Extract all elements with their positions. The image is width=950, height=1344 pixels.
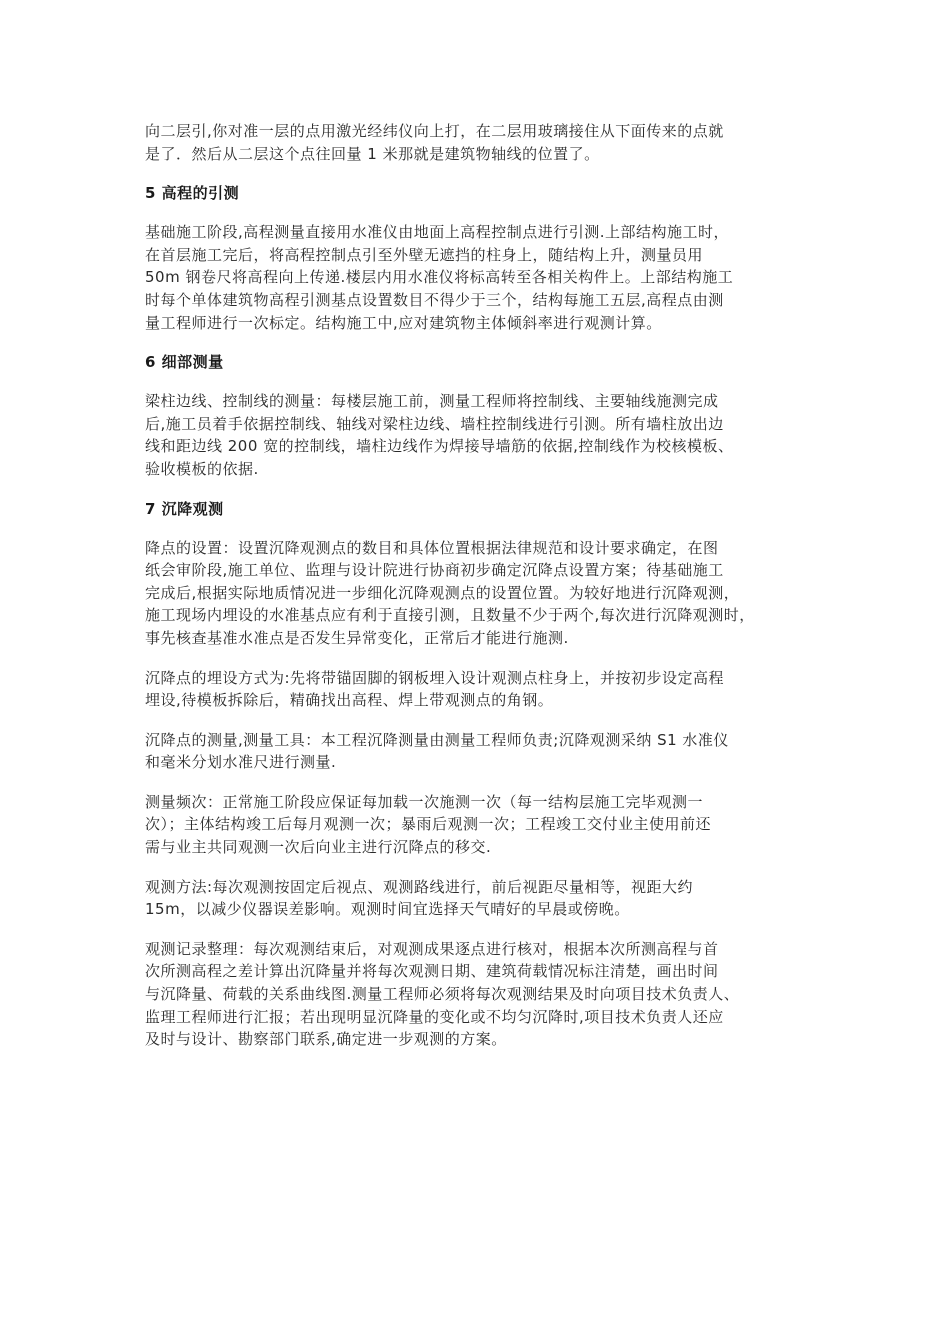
text-line: 与沉降量、荷载的关系曲线图.测量工程师必须将每次观测结果及时向项目技术负责人、 <box>145 985 740 1004</box>
text-line: 需与业主共同观测一次后向业主进行沉降点的移交. <box>145 838 492 857</box>
text-line: 50m 钢卷尺将高程向上传递.楼层内用水准仪将标高转至各相关构件上。上部结构施工 <box>145 268 734 287</box>
text-line: 施工现场内埋设的水准基点应有利于直接引测，且数量不少于两个,每次进行沉降观测时， <box>145 606 755 625</box>
text-line: 次所测高程之差计算出沉降量并将每次观测日期、建筑荷载情况标注清楚，画出时间 <box>145 962 719 981</box>
text-line: 沉降点的测量,测量工具：本工程沉降测量由测量工程师负责;沉降观测采纳 S1 水准仪 <box>145 730 729 749</box>
paragraph-measurement-frequency <box>145 791 810 859</box>
text-line: 降点的设置：设置沉降观测点的数目和具体位置根据法律规范和设计要求确定，在图 <box>145 538 719 557</box>
text-line: 观测记录整理：每次观测结束后，对观测成果逐点进行核对，根据本次所测高程与首 <box>145 939 719 958</box>
section-heading-detail-survey: 6 细部测量 <box>145 353 224 372</box>
text-line: 及时与设计、勘察部门联系,确定进一步观测的方案。 <box>145 1030 507 1049</box>
text-line: 是了．然后从二层这个点往回量 1 米那就是建筑物轴线的位置了。 <box>145 144 600 163</box>
text-line: 验收模板的依据. <box>145 459 259 478</box>
text-line: 次）；主体结构竣工后每月观测一次；暴雨后观测一次；工程竣工交付业主使用前还 <box>145 815 712 834</box>
section-heading-settlement: 7 沉降观测 <box>145 499 224 518</box>
paragraph-observation-method <box>145 876 810 921</box>
text-line: 向二层引,你对准一层的点用激光经纬仪向上打，在二层用玻璃接住从下面传来的点就 <box>145 122 724 140</box>
text-line: 事先核查基准水准点是否发生异常变化，正常后才能进行施测. <box>145 628 569 647</box>
text-line: 15m，以减少仪器误差影响。观测时间宜选择天气晴好的早晨或傍晚。 <box>145 900 630 919</box>
text-line: 时每个单体建筑物高程引测基点设置数目不得少于三个，结构每施工五层,高程点由测 <box>145 290 724 309</box>
text-line: 沉降点的埋设方式为:先将带锚固脚的钢板埋入设计观测点柱身上，并按初步设定高程 <box>145 668 725 687</box>
text-line: 完成后,根据实际地质情况进一步细化沉降观测点的设置位置。为较好地进行沉降观测， <box>145 583 740 602</box>
paragraph-elevation <box>145 221 810 334</box>
paragraph-detail-survey <box>145 390 810 480</box>
text-line: 线和距边线 200 宽的控制线，墙柱边线作为焊接导墙筋的依据,控制线作为校核模板、 <box>145 437 734 456</box>
text-line: 观测方法:每次观测按固定后视点、观测路线进行，前后视距尽量相等，视距大约 <box>145 877 694 896</box>
section-heading-elevation: 5 高程的引测 <box>145 184 240 203</box>
paragraph-measurement-tools <box>145 729 810 774</box>
text-line: 量工程师进行一次标定。结构施工中,应对建筑物主体倾斜率进行观测计算。 <box>145 313 662 332</box>
text-line: 在首层施工完后，将高程控制点引至外壁无遮挡的柱身上，随结构上升，测量员用 <box>145 245 704 264</box>
text-line: 梁柱边线、控制线的测量：每楼层施工前，测量工程师将控制线、主要轴线施测完成 <box>145 392 719 411</box>
text-line: 测量频次：正常施工阶段应保证每加载一次施测一次（每一结构层施工完毕观测一 <box>145 792 704 811</box>
paragraph-record-processing <box>145 938 810 1051</box>
paragraph-embedding-method <box>145 667 810 712</box>
text-line: 基础施工阶段,高程测量直接用水准仪由地面上高程控制点进行引测.上部结构施工时， <box>145 223 730 242</box>
document-body <box>145 120 810 1051</box>
text-line: 和毫米分划水准尺进行测量. <box>145 753 337 772</box>
text-line: 埋设,待模板拆除后，精确找出高程、焊上带观测点的角钢。 <box>145 691 554 710</box>
text-line: 后,施工员着手依据控制线、轴线对梁柱边线、墙柱控制线进行引测。所有墙柱放出边 <box>145 414 724 433</box>
text-line: 监理工程师进行汇报；若出现明显沉降量的变化或不均匀沉降时,项目技术负责人还应 <box>145 1007 724 1026</box>
paragraph-settlement-points <box>145 537 810 650</box>
paragraph-elevation-transfer-intro <box>145 120 810 165</box>
text-line: 纸会审阶段,施工单位、监理与设计院进行协商初步确定沉降点设置方案；待基础施工 <box>145 561 724 580</box>
